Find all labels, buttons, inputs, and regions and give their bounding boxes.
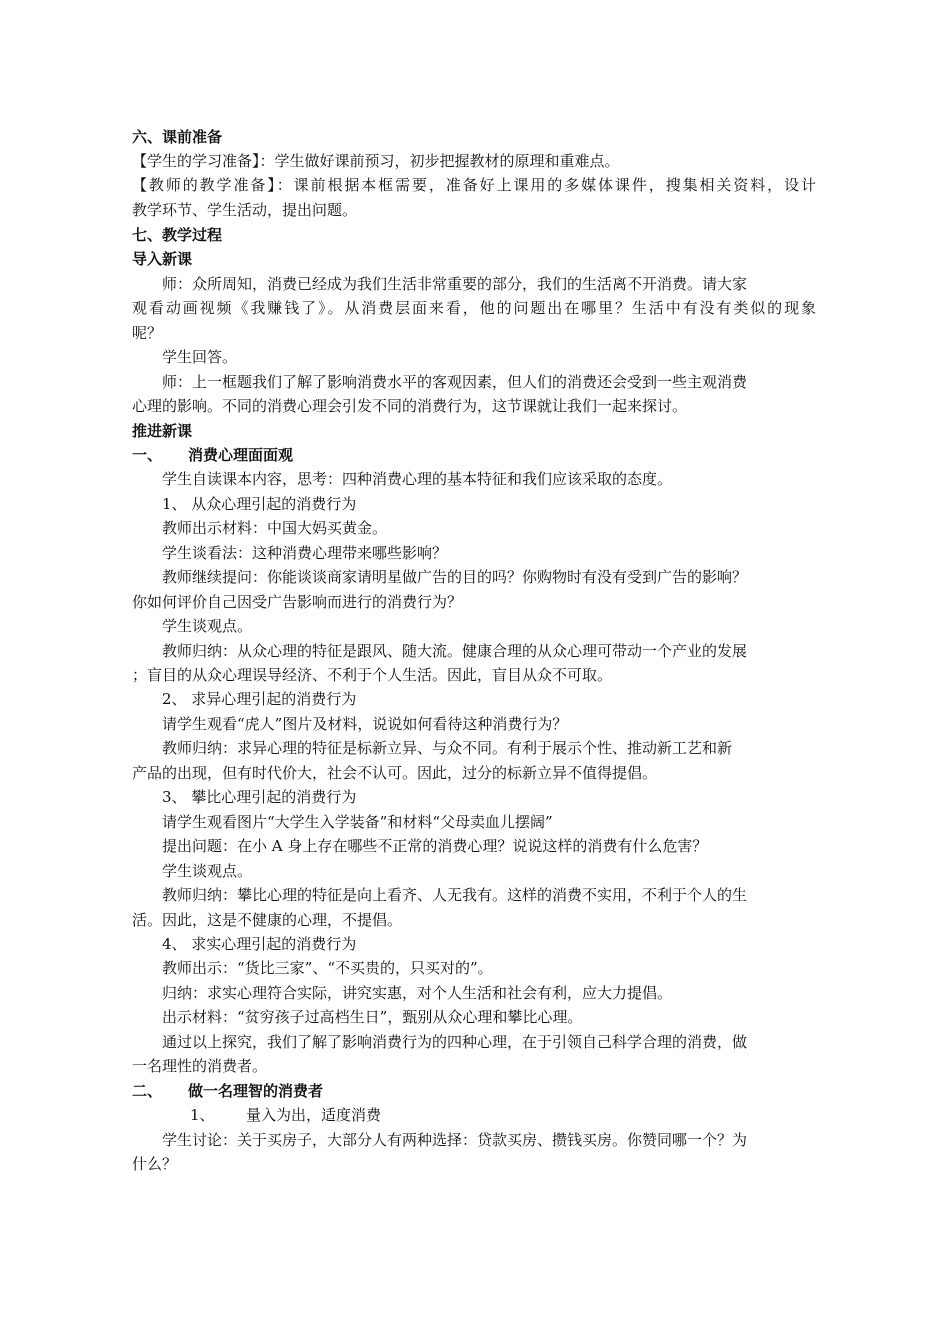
item-text: 量入为出，适度消费	[246, 1106, 382, 1124]
paragraph-line: 出示材料：“贫穷孩子过高档生日”，甄别从众心理和攀比心理。	[162, 1008, 583, 1026]
subsection-heading: 推进新课	[132, 422, 193, 440]
numbered-heading	[132, 443, 293, 467]
paragraph-line: 学生回答。	[162, 348, 238, 366]
heading-text: 做一名理智的消费者	[188, 1082, 324, 1100]
paragraph-line: 教师出示：“货比三家”、“不买贵的，只买对的”。	[162, 959, 493, 977]
paragraph-line: 你如何评价自己因受广告影响而进行的消费行为？	[132, 593, 463, 611]
section-heading: 六、课前准备	[132, 128, 223, 146]
paragraph-line: 一名理性的消费者。	[132, 1057, 268, 1075]
paragraph-line: 呢？	[132, 324, 163, 342]
paragraph-line: 教师归纳：从众心理的特征是跟风、随大流。健康合理的从众心理可带动一个产业的发展	[162, 642, 748, 660]
paragraph-line: 教学环节、学生活动，提出问题。	[132, 201, 358, 219]
paragraph-line: 请学生观看“虎人”图片及材料，说说如何看待这种消费行为？	[162, 715, 568, 733]
paragraph-line: 活。因此，这是不健康的心理，不提倡。	[132, 911, 403, 929]
paragraph-line: 教师继续提问：你能谈谈商家请明星做广告的目的吗？你购物时有没有受到广告的影响？	[162, 568, 748, 586]
numbered-item	[190, 1103, 381, 1127]
paragraph-line: 教师归纳：攀比心理的特征是向上看齐、人无我有。这样的消费不实用，不利于个人的生	[162, 886, 748, 904]
paragraph-line: 观看动画视频《我赚钱了》。从消费层面来看，他的问题出在哪里？生活中有没有类似的现象	[132, 299, 816, 317]
paragraph-line: 心理的影响。不同的消费心理会引发不同的消费行为，这节课就让我们一起来探讨。	[132, 397, 688, 415]
paragraph-line: 学生谈观点。	[162, 617, 253, 635]
numbered-heading	[132, 1079, 323, 1103]
paragraph-line: 学生谈看法：这种消费心理带来哪些影响？	[162, 544, 448, 562]
paragraph-line: 学生谈观点。	[162, 862, 253, 880]
item-number: 1、	[190, 1106, 215, 1124]
paragraph-line: 教师归纳：求异心理的特征是标新立异、与众不同。有利于展示个性、推动新工艺和新	[162, 739, 733, 757]
paragraph-line: 提出问题：在小 A 身上存在哪些不正常的消费心理？说说这样的消费有什么危害？	[162, 837, 708, 855]
paragraph-line: 【教师的教学准备】：课前根据本框需要，准备好上课用的多媒体课件，搜集相关资料，设计	[132, 176, 816, 194]
paragraph-line: 学生讨论：关于买房子，大部分人有两种选择：贷款买房、攒钱买房。你赞同哪一个？为	[162, 1131, 748, 1149]
paragraph-line: 产品的出现，但有时代价大，社会不认可。因此，过分的标新立异不值得提倡。	[132, 764, 658, 782]
paragraph-line: ；盲目的从众心理误导经济、不利于个人生活。因此，盲目从众不可取。	[132, 666, 613, 684]
heading-number: 一、	[132, 446, 163, 464]
numbered-item: 3、 攀比心理引起的消费行为	[162, 788, 357, 806]
heading-number: 二、	[132, 1082, 163, 1100]
paragraph-line: 师：众所周知，消费已经成为我们生活非常重要的部分，我们的生活离不开消费。请大家	[162, 275, 748, 293]
paragraph-line: 学生自读课本内容，思考：四种消费心理的基本特征和我们应该采取的态度。	[162, 470, 673, 488]
paragraph-line: 【学生的学习准备】：学生做好课前预习，初步把握教材的原理和重难点。	[132, 152, 620, 170]
paragraph-line: 师：上一框题我们了解了影响消费水平的客观因素，但人们的消费还会受到一些主观消费	[162, 373, 748, 391]
heading-text: 消费心理面面观	[188, 446, 294, 464]
subsection-heading: 导入新课	[132, 250, 193, 268]
numbered-item: 4、 求实心理引起的消费行为	[162, 935, 357, 953]
section-heading: 七、教学过程	[132, 226, 223, 244]
paragraph-line: 什么？	[132, 1155, 178, 1173]
paragraph-line: 通过以上探究，我们了解了影响消费行为的四种心理，在于引领自己科学合理的消费，做	[162, 1033, 748, 1051]
paragraph-line: 教师出示材料：中国大妈买黄金。	[162, 519, 388, 537]
paragraph-line: 归纳：求实心理符合实际，讲究实惠，对个人生活和社会有利，应大力提倡。	[162, 984, 673, 1002]
paragraph-line: 请学生观看图片“大学生入学装备”和材料“父母卖血儿摆阔”	[162, 813, 553, 831]
numbered-item: 1、 从众心理引起的消费行为	[162, 495, 357, 513]
numbered-item: 2、 求异心理引起的消费行为	[162, 690, 357, 708]
